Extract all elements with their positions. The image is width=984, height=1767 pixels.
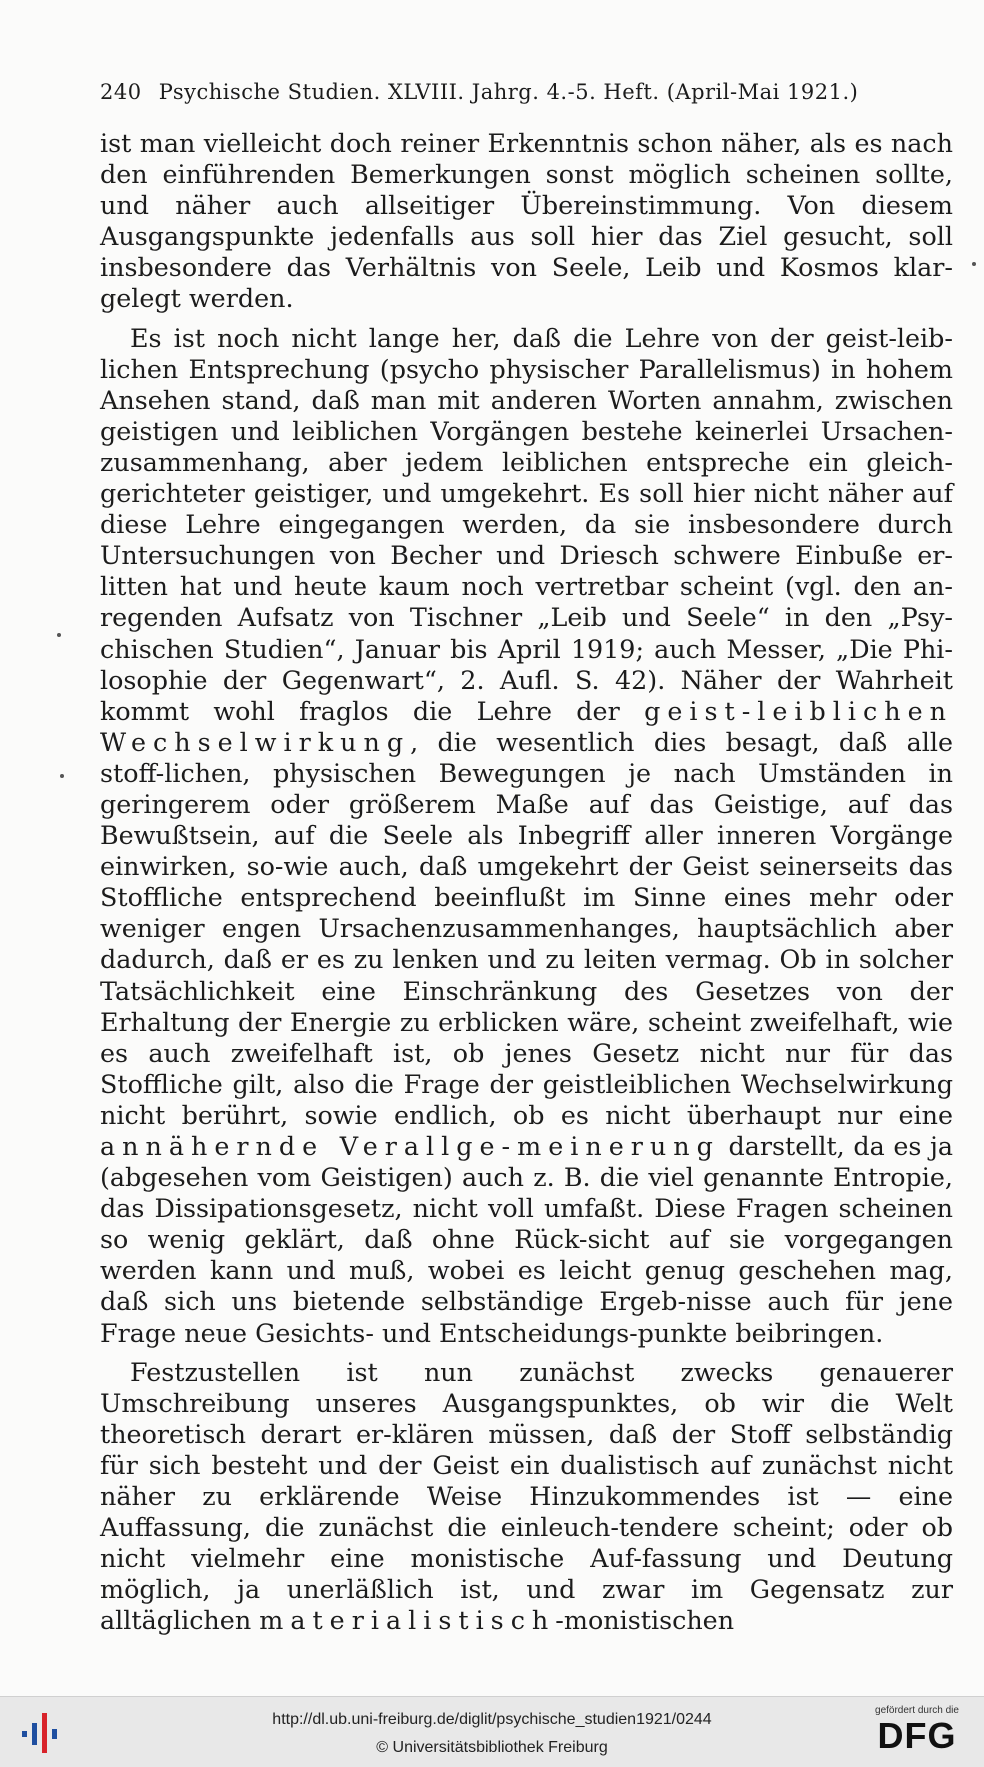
body-text	[100, 128, 953, 1645]
viewer-footer	[0, 1696, 984, 1767]
paragraph-1: ist man vielleicht doch reiner Erkenntnis schon näher, als es nach den einführenden Bemerkungen sonst möglich scheinen sollte, und näher auch allseitiger Übereinstimmung. Von diesem Ausgangspunkte jedenfalls aus soll hier das Ziel gesucht, soll insbesondere das Verhältnis von Seele, Leib und Kosmos klar-gelegt werden.	[100, 128, 953, 314]
paragraph-2	[100, 323, 953, 1349]
copyright-notice: © Universitätsbibliothek Freiburg	[376, 1739, 608, 1756]
margin-mark	[57, 633, 61, 637]
paragraph-2-part-c: darstellt, da es ja (abgesehen vom Geistigen) auch z. B. die viel genannte Entropie, das Dissipationsgesetz, nicht voll umfaßt. Diese Fragen scheinen so wenig geklärt, daß ohne Rück-sicht auf sie vorgegangen werden kann und muß, wobei es leicht genug geschehen mag, daß sich uns bietende selbständige Ergeb-nisse auch für jene Frage neue Gesichts- und Entscheidungs-punkte beibringen.	[100, 1131, 954, 1348]
dfg-logo	[862, 1705, 972, 1761]
journal-title: Psychische Studien. XLVIII. Jahrg. 4.-5. Heft. (April-Mai 1921.)	[158, 80, 859, 104]
paragraph-2-part-a: Es ist noch nicht lange her, daß die Lehre von der geist-leib-lichen Entsprechung (psycho physischer Parallelismus) in hohem Ansehen stand, daß man mit anderen Worten annahm, zwischen geistigen und leiblichen Vorgängen bestehe keinerlei Ursachen-zusammenhang, aber jedem leiblichen entspreche ein gleich-gerichteter geistiger, und umgekehrt. Es soll hier nicht näher auf diese Lehre eingegangen werden, da sie insbesondere durch Untersuchungen von Becher und Driesch schwere Einbuße er-litten hat und heute kaum noch vertretbar scheint (vgl. den an-regenden Aufsatz von Tischner „Leib und Seele“ in den „Psy-chischen Studien“, Januar bis April 1919; auch Messer, „Die Phi-losophie der Gegenwart“, 2. Aufl. S. 42). Näher der Wahrheit kommt wohl fraglos die Lehre der	[100, 322, 953, 726]
margin-mark	[60, 774, 64, 778]
source-url[interactable]: http://dl.ub.uni-freiburg.de/diglit/psychische_studien1921/0244	[272, 1711, 712, 1728]
dfg-wordmark: DFG	[877, 1715, 957, 1756]
paragraph-3-part-b: -monistischen	[555, 1605, 735, 1636]
page-number: 240	[100, 80, 142, 104]
dfg-tagline: gefördert durch die	[875, 1705, 959, 1716]
paragraph-3-part-a: Festzustellen ist nun zunächst zwecks genauerer Umschreibung unseres Ausgangspunktes, ob wir die Welt theoretisch derart er-klären müssen, daß der Stoff selbständig für sich besteht und der Geist ein dualistisch auf zunächst nicht näher zu erklärende Weise Hinzukommendes ist — eine Auffassung, die zunächst die einleuch-tendere scheint; oder ob nicht vielmehr eine monistische Auf-fassung und Deutung möglich, ja unerläßlich ist, und zwar im Gegensatz zur alltäglichen	[100, 1356, 953, 1636]
spaced-term-materialistisch: materialistisch	[259, 1605, 556, 1636]
spaced-term-verallgemeinerung: annähernde Verallge-meinerung	[100, 1131, 720, 1161]
paragraph-2-part-b: , die wesentlich dies besagt, daß alle stoff-lichen, physischen Bewegungen je nach Umständen in geringerem oder größerem Maße auf das Geistige, auf das Bewußtsein, auf die Seele als Inbegriff aller inneren Vorgänge einwirken, so-wie auch, daß umgekehrt der Geist seinerseits das Stoffliche entsprechend beeinflußt im Sinne eines mehr oder weniger engen Ursachenzusammenhanges, hauptsächlich aber dadurch, daß er es zu lenken und zu leiten vermag. Ob in solcher Tatsächlichkeit eine Einschränkung des Gesetzes von der Erhaltung der Energie zu erblicken wäre, scheint zweifelhaft, wie es auch zweifelhaft ist, ob jenes Gesetz nicht nur für das Stoffliche gilt, also die Frage der geistleiblichen Wechselwirkung nicht berührt, sowie endlich, ob es nicht überhaupt nur eine	[100, 726, 953, 1130]
paragraph-3	[100, 1357, 953, 1637]
running-head	[100, 80, 950, 104]
spaced-term-wechselwirkung: geist-leiblichen Wechselwirkung	[100, 695, 953, 757]
margin-mark	[972, 262, 976, 266]
